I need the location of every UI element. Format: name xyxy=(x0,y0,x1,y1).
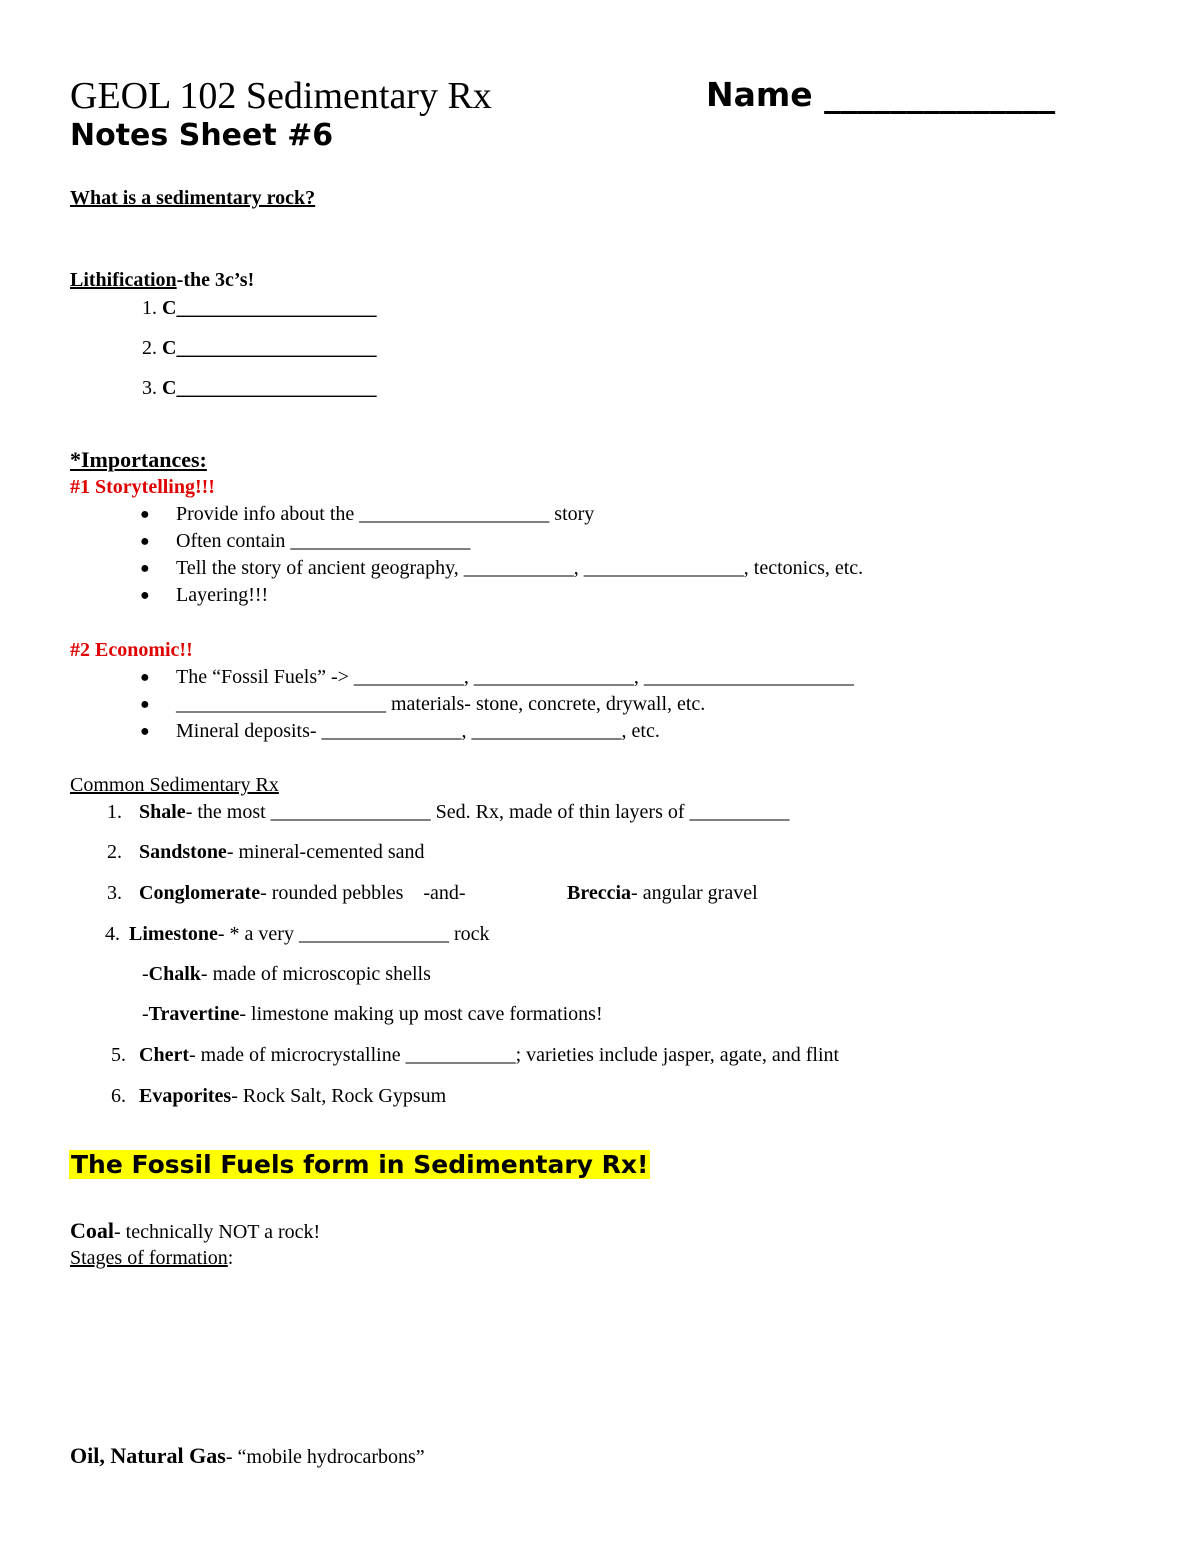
rock-description: - made of microscopic shells xyxy=(200,963,431,985)
rock-description: - mineral-cemented sand xyxy=(226,841,425,863)
rock-item-conglomerate xyxy=(107,882,466,905)
rock-subitem-chalk xyxy=(142,963,431,986)
document-subtitle: Notes Sheet #6 xyxy=(70,118,334,153)
rock-item-breccia xyxy=(567,882,758,905)
lithification-rest: -the 3c’s! xyxy=(176,269,255,291)
rock-subitem-travertine xyxy=(142,1003,603,1026)
dash: - xyxy=(142,1003,149,1025)
economic-item: _____________________ materials- stone, concrete, drywall, etc. xyxy=(176,693,706,715)
bullet-icon: ● xyxy=(140,723,150,740)
lithification-label: Lithification xyxy=(70,269,177,291)
bullet-icon: ● xyxy=(140,587,150,604)
rock-name: Limestone xyxy=(129,923,218,945)
rock-item-chert xyxy=(111,1044,839,1067)
rock-name: Chert xyxy=(139,1044,189,1066)
common-rx-heading: Common Sedimentary Rx xyxy=(70,774,279,796)
coal-description: - technically NOT a rock! xyxy=(114,1221,321,1243)
item-number: 4. xyxy=(105,923,120,945)
importances-heading: *Importances: xyxy=(70,447,207,472)
storytelling-heading: #1 Storytelling!!! xyxy=(70,476,215,498)
rock-name: Travertine xyxy=(148,1003,240,1025)
lithification-heading xyxy=(70,269,254,292)
fossil-fuels-banner: The Fossil Fuels form in Sedimentary Rx! xyxy=(71,1150,649,1179)
question-heading: What is a sedimentary rock? xyxy=(70,187,316,209)
economic-item: The “Fossil Fuels” -> ___________, ________________, _____________________ xyxy=(176,666,854,688)
bullet-icon: ● xyxy=(140,696,150,713)
rock-description: - made of microcrystalline ___________; varieties include jasper, agate, and flint xyxy=(188,1044,840,1066)
item-number: 5. xyxy=(111,1044,126,1066)
item-blank: C____________________ xyxy=(162,337,377,359)
rock-name: Evaporites xyxy=(139,1085,232,1107)
rock-name: Sandstone xyxy=(139,841,227,863)
lithification-item xyxy=(142,377,376,400)
name-field-label: Name ______________ xyxy=(706,75,1056,114)
dash: - xyxy=(142,963,149,985)
rock-item-limestone xyxy=(105,923,490,946)
bullet-icon: ● xyxy=(140,560,150,577)
rock-name: Shale xyxy=(139,801,186,823)
oil-gas-label: Oil, Natural Gas xyxy=(70,1443,226,1468)
lithification-item xyxy=(142,297,376,320)
item-number: 2. xyxy=(107,841,122,863)
oil-gas-line xyxy=(70,1443,425,1469)
item-blank: C____________________ xyxy=(162,297,377,319)
item-number: 1. xyxy=(142,297,157,319)
rock-description: - * a very _______________ rock xyxy=(217,923,490,945)
bullet-icon: ● xyxy=(140,506,150,523)
rock-item-evaporites xyxy=(111,1085,446,1108)
stages-line xyxy=(70,1247,233,1270)
rock-description: - Rock Salt, Rock Gypsum xyxy=(231,1085,447,1107)
rock-item-sandstone xyxy=(107,841,425,864)
bullet-icon: ● xyxy=(140,533,150,550)
rock-description: - the most ________________ Sed. Rx, made of thin layers of __________ xyxy=(185,801,790,823)
coal-label: Coal xyxy=(70,1218,114,1243)
rock-name: Chalk xyxy=(148,963,201,985)
economic-heading: #2 Economic!! xyxy=(70,639,193,661)
rock-description: - limestone making up most cave formations! xyxy=(239,1003,603,1025)
rock-item-shale xyxy=(107,801,790,824)
item-number: 3. xyxy=(142,377,157,399)
stages-label: Stages of formation xyxy=(70,1247,228,1269)
stages-colon: : xyxy=(227,1247,234,1269)
rock-name: Breccia xyxy=(567,882,632,904)
item-blank: C____________________ xyxy=(162,377,377,399)
storytelling-item: Tell the story of ancient geography, ___________, ________________, tectonics, etc. xyxy=(176,557,864,579)
rock-description: - rounded pebbles -and- xyxy=(260,882,466,904)
bullet-icon: ● xyxy=(140,669,150,686)
document-title: GEOL 102 Sedimentary Rx xyxy=(70,75,492,117)
lithification-item xyxy=(142,337,376,360)
economic-item: Mineral deposits- ______________, _______________, etc. xyxy=(176,720,660,742)
item-number: 6. xyxy=(111,1085,126,1107)
storytelling-item: Provide info about the ___________________ story xyxy=(176,503,595,525)
rock-description: - angular gravel xyxy=(631,882,758,904)
item-number: 1. xyxy=(107,801,122,823)
item-number: 3. xyxy=(107,882,122,904)
item-number: 2. xyxy=(142,337,157,359)
oil-gas-description: - “mobile hydrocarbons” xyxy=(225,1446,425,1468)
storytelling-item: Layering!!! xyxy=(176,584,269,606)
storytelling-item: Often contain __________________ xyxy=(176,530,471,552)
rock-name: Conglomerate xyxy=(139,882,261,904)
coal-line xyxy=(70,1218,320,1244)
